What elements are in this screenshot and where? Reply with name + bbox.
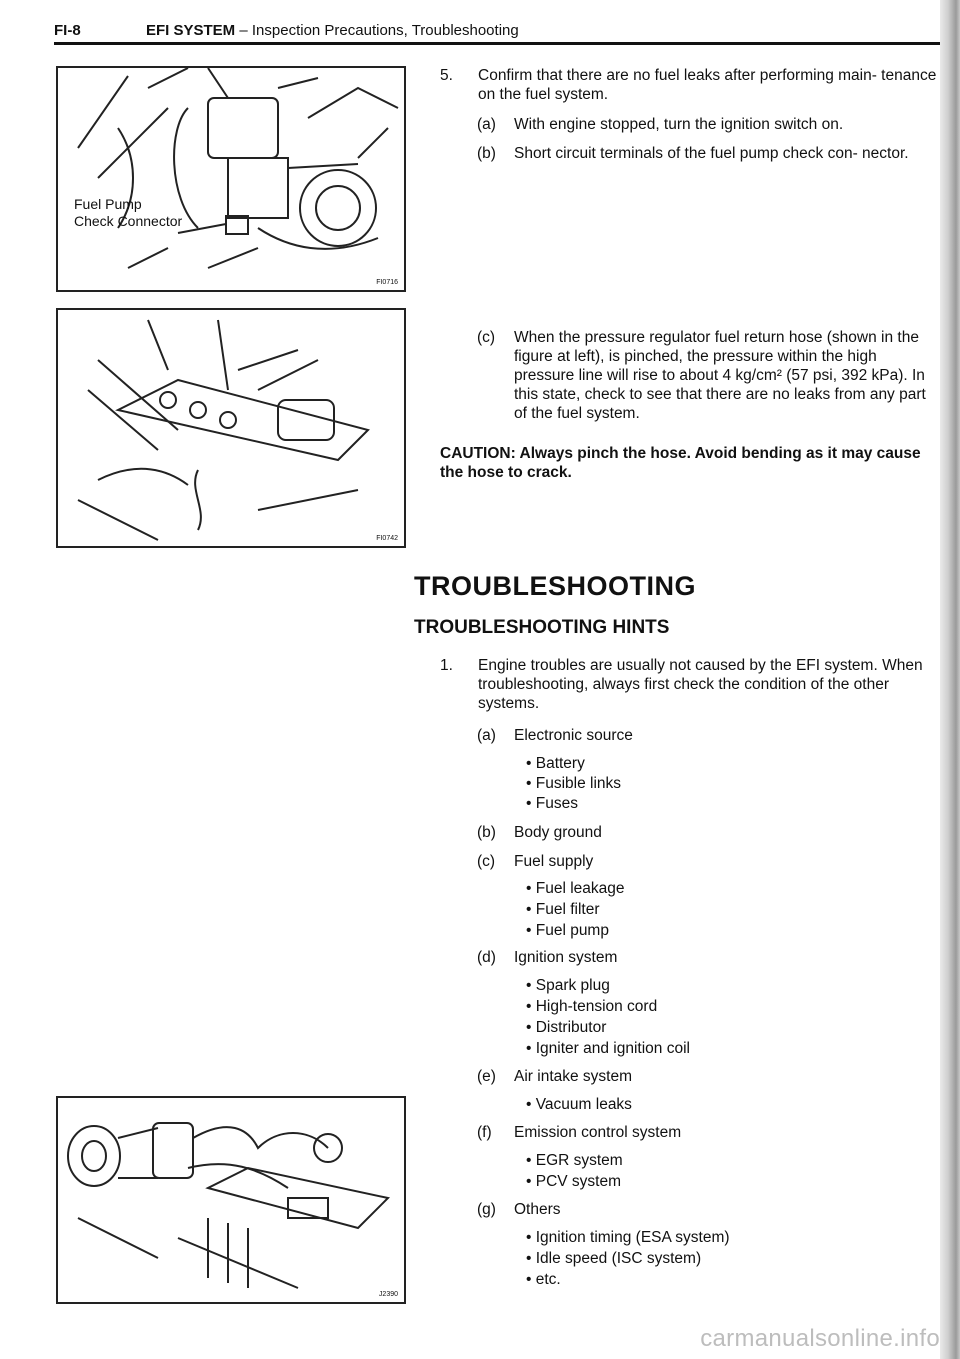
caution-note	[440, 444, 940, 482]
figure-code: FI0742	[376, 535, 398, 542]
hint-bullet: • Battery	[526, 755, 585, 772]
hint-bullet: • Fuel pump	[526, 922, 609, 939]
substep-text-b: Short circuit terminals of the fuel pump check con- nector.	[514, 145, 909, 162]
fig-label-line1: Fuel Pump	[74, 196, 142, 212]
hint-item-label: (a)	[477, 727, 496, 744]
hint-bullet: • Ignition timing (ESA system)	[526, 1229, 730, 1246]
step-number: 5.	[440, 67, 453, 84]
hint-bullet: • Fuel filter	[526, 901, 600, 918]
figure-engine-overview	[56, 1096, 406, 1304]
caution-label: CAUTION:	[440, 445, 516, 462]
hint-bullet: • Fuel leakage	[526, 880, 625, 897]
hint-item-title: Air intake system	[514, 1068, 633, 1085]
engine-illustration-3	[58, 1098, 404, 1302]
hint-text: Engine troubles are usually not caused by the EFI system. When troubleshooting, always first check the condition of the other systems.	[478, 657, 923, 712]
hint-bullet: • Distributor	[526, 1019, 607, 1036]
substep-label-c: (c)	[477, 329, 496, 346]
page-title	[146, 22, 519, 39]
hint-item-label: (b)	[477, 824, 496, 841]
title-separator: –	[239, 22, 248, 39]
substep-label-a: (a)	[477, 116, 496, 133]
section-name: EFI SYSTEM	[146, 22, 236, 39]
hint-bullet: • Igniter and ignition coil	[526, 1040, 690, 1057]
caution-text: Always pinch the hose. Avoid bending as it may cause the hose to crack.	[440, 445, 921, 481]
hint-item-label: (c)	[477, 853, 496, 870]
page-number: FI-8	[54, 22, 81, 39]
section-subtitle: Inspection Precautions, Troubleshooting	[251, 22, 519, 39]
watermark: carmanualsonline.info	[700, 1325, 940, 1352]
figure-pressure-regulator-hose	[56, 308, 406, 548]
hint-item-label: (f)	[477, 1124, 492, 1141]
page-binding-edge	[940, 0, 960, 1359]
fig-label-line2: Check Connector	[74, 213, 183, 229]
hint-bullet: • Fuses	[526, 795, 578, 812]
figure-code: FI0716	[376, 279, 398, 286]
header-rule	[54, 42, 946, 45]
hint-item-title: Others	[514, 1201, 561, 1218]
engine-illustration-1	[58, 68, 404, 290]
hint-number: 1.	[440, 657, 453, 674]
hint-item-label: (e)	[477, 1068, 496, 1085]
hint-item-title: Ignition system	[514, 949, 618, 966]
substep-text-c: When the pressure regulator fuel return hose (shown in the figure at left), is pinched, the pressure within the high pressure line will rise to about 4 kg/cm² (57 psi, 392 kPa). In this state, check to see that there are no leaks from any part of the fuel system.	[514, 329, 926, 422]
hint-bullet: • High-tension cord	[526, 998, 658, 1015]
engine-illustration-2	[58, 310, 404, 546]
heading-troubleshooting-hints: TROUBLESHOOTING HINTS	[414, 617, 670, 638]
substep-text-a: With engine stopped, turn the ignition switch on.	[514, 116, 844, 133]
hint-bullet: • Fusible links	[526, 775, 622, 792]
hint-item-title: Emission control system	[514, 1124, 682, 1141]
hint-bullet: • EGR system	[526, 1152, 623, 1169]
hint-item-label: (d)	[477, 949, 496, 966]
hint-item-title: Body ground	[514, 824, 602, 841]
hint-bullet: • PCV system	[526, 1173, 621, 1190]
hint-item-title: Electronic source	[514, 727, 633, 744]
fig-label-fuel-pump	[74, 196, 182, 230]
figure-fuel-pump-check-connector	[56, 66, 406, 292]
hint-item-label: (g)	[477, 1201, 496, 1218]
figure-code: J2390	[378, 1291, 398, 1298]
substep-label-b: (b)	[477, 145, 496, 162]
step-text: Confirm that there are no fuel leaks after performing main- tenance on the fuel system.	[478, 67, 937, 103]
hint-item-title: Fuel supply	[514, 853, 594, 870]
hint-bullet: • Spark plug	[526, 977, 610, 994]
hint-bullet: • etc.	[526, 1271, 561, 1288]
hint-bullet: • Idle speed (ISC system)	[526, 1250, 702, 1267]
hint-bullet: • Vacuum leaks	[526, 1096, 632, 1113]
heading-troubleshooting: TROUBLESHOOTING	[414, 571, 696, 601]
